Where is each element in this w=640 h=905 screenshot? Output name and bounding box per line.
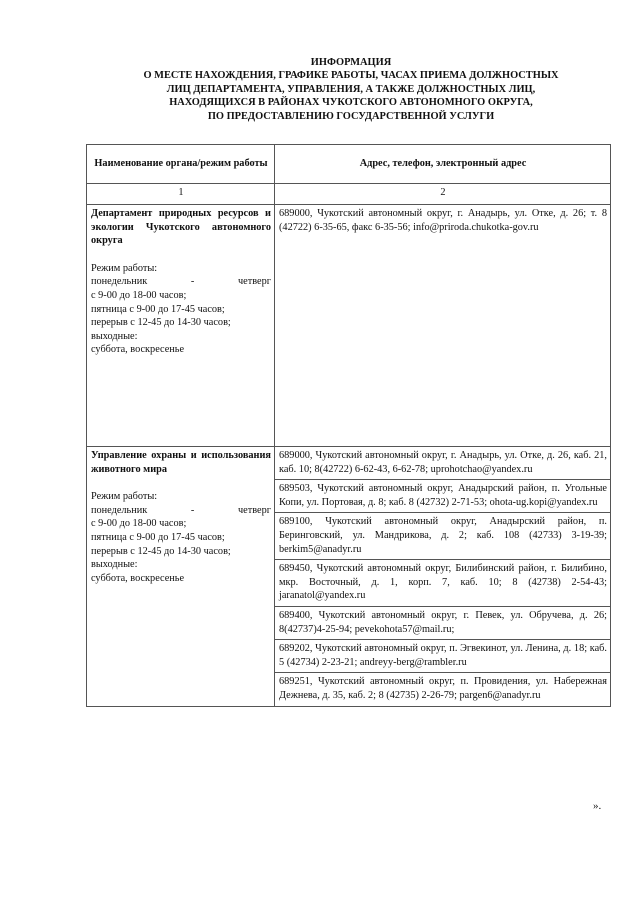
address-cell: 689000, Чукотский автономный округ, г. Анадырь, ул. Отке, д. 26; т. 8 (42722) 6-35-65, факс 6-35-56; info@priroda.chukotka-gov.ru [275, 205, 611, 447]
column-number-row [87, 184, 611, 205]
schedule-line: понедельник - четверг [91, 504, 271, 516]
column-number: 1 [87, 184, 275, 205]
title-line: ИНФОРМАЦИЯ [310, 57, 392, 68]
title-line: ЛИЦ ДЕПАРТАМЕНТА, УПРАВЛЕНИЯ, А ТАКЖЕ ДОЛЖНОСТНЫХ ЛИЦ, [166, 83, 536, 95]
address-cell: 689100, Чукотский автономный округ, Анадырский район, п. Беринговский, ул. Мандрикова, д. 2; каб. 108 (42733) 3-19-39; berkim5@anadyr.ru [275, 513, 611, 560]
schedule-line: выходные: [91, 559, 138, 571]
schedule-line: перерыв с 12-45 до 14-30 часов; [91, 317, 231, 329]
address-cell: 689000, Чукотский автономный округ, г. Анадырь, ул. Отке, д. 26, каб. 21, каб. 10; 8(42722) 6-62-43, 6-62-78; uprohotchao@yandex.ru [275, 447, 611, 480]
schedule-line: суббота, воскресенье [91, 572, 185, 584]
org-cell [87, 205, 275, 447]
column-number: 2 [275, 184, 611, 205]
address-cell: 689202, Чукотский автономный округ, п. Эгвекинот, ул. Ленина, д. 18; каб. 5 (42734) 2-23-21; andreyy-berg@rambler.ru [275, 640, 611, 673]
schedule-line: суббота, воскресенье [91, 344, 185, 356]
document-title [90, 56, 612, 123]
title-line: НАХОДЯЩИХСЯ В РАЙОНАХ ЧУКОТСКОГО АВТОНОМНОГО ОКРУГА, [169, 97, 533, 109]
org-name: Департамент природных ресурсов и экологии Чукотского автономного округа [91, 208, 271, 247]
schedule-line: с 9-00 до 18-00 часов; [91, 289, 187, 301]
schedule-line: выходные: [91, 330, 138, 342]
org-cell [87, 447, 275, 707]
schedule-line: пятница с 9-00 до 17-45 часов; [91, 303, 225, 315]
schedule-line: пятница с 9-00 до 17-45 часов; [91, 531, 225, 543]
title-line: ПО ПРЕДОСТАВЛЕНИЮ ГОСУДАРСТВЕННОЙ УСЛУГИ [207, 110, 495, 122]
schedule-line: понедельник - четверг [91, 276, 271, 288]
info-table [86, 144, 611, 707]
address-cell: 689450, Чукотский автономный округ, Билибинский район, г. Билибино, мкр. Восточный, д. 1, корп. 7, каб. 10; 8 (42738) 2-54-43; jaranatol@yandex.ru [275, 560, 611, 607]
schedule [91, 262, 271, 357]
schedule [91, 490, 271, 585]
title-line: О МЕСТЕ НАХОЖДЕНИЯ, ГРАФИКЕ РАБОТЫ, ЧАСАХ ПРИЕМА ДОЛЖНОСТНЫХ [143, 70, 559, 82]
org-name: Управление охраны и использования животного мира [91, 450, 271, 475]
address-cell: 689503, Чукотский автономный округ, Анадырский район, п. Угольные Копи, ул. Портовая, д. 8; каб. 8 (42732) 2-71-53; ohota-ug.kopi@yandex.ru [275, 480, 611, 513]
table-row [87, 447, 611, 480]
address-cell: 689400, Чукотский автономный округ, г. Певек, ул. Обручева, д. 26; 8(42737)4-25-94; pevekohota57@mail.ru; [275, 606, 611, 639]
header-name: Наименование органа/режим работы [87, 145, 275, 184]
header-row [87, 145, 611, 184]
schedule-line: с 9-00 до 18-00 часов; [91, 518, 187, 530]
schedule-label: Режим работы: [91, 262, 158, 274]
address-cell: 689251, Чукотский автономный округ, п. Провидения, ул. Набережная Дежнева, д. 35, каб. 2; 8 (42735) 2-26-79; pargen6@anadyr.ru [275, 673, 611, 706]
header-address: Адрес, телефон, электронный адрес [275, 145, 611, 184]
closing-quote: ». [593, 800, 602, 812]
schedule-line: перерыв с 12-45 до 14-30 часов; [91, 545, 231, 557]
table-row [87, 205, 611, 447]
schedule-label: Режим работы: [91, 491, 158, 503]
